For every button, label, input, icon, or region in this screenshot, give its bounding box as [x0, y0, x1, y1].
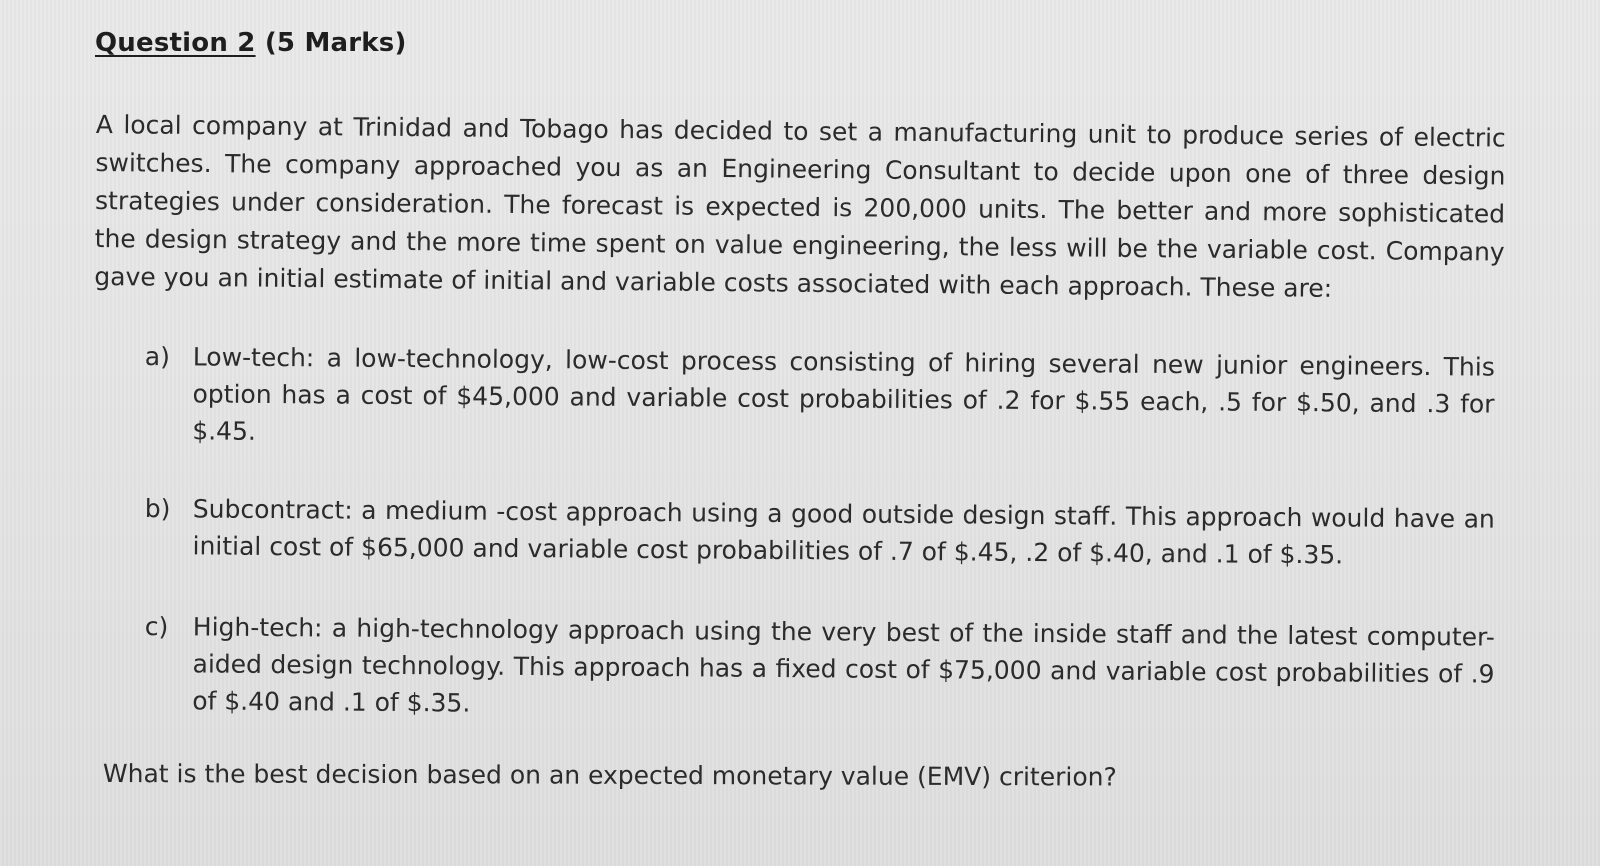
option-marker: b): [144, 493, 171, 524]
option-low-tech: [144, 338, 1495, 460]
question-number: Question 2: [95, 28, 256, 58]
option-text: Low-tech: a low-technology, low-cost process consisting of hiring several new junior engineers. This option has a cost of $45,000 and variable cost probabilities of .2 for $.55 each, .5 for $.50, and .3 for $.45.: [192, 342, 1495, 446]
intro-paragraph: A local company at Trinidad and Tobago has decided to set a manufacturing unit to produce series of electric switches. The company approached you as an Engineering Consultant to decide upon one of three design strategies under consideration. The forecast is expected is 200,000 units. The better and more sophisticated the design strategy and the more time spent on value engineering, the less will be the variable cost. Company gave you an initial estimate of initial and variable costs associated with each approach. These are:: [94, 109, 1506, 303]
option-marker: a): [144, 341, 171, 372]
question-heading: [95, 28, 407, 58]
question-prompt: What is the best decision based on an expected monetary value (EMV) criterion?: [102, 759, 1117, 792]
question-marks: (5 Marks): [264, 28, 407, 58]
option-marker: c): [144, 611, 169, 642]
option-text: High-tech: a high-technology approach using the very best of the inside staff and the latest computer-aided design technology. This approach has a fixed cost of $75,000 and variable cost probabilities of .9 of $.40 and .1 of $.35.: [192, 612, 1495, 718]
option-high-tech: [144, 608, 1495, 730]
option-text: Subcontract: a medium -cost approach using a good outside design staff. This approach would have an initial cost of $65,000 and variable cost probabilities of .7 of $.45, .2 of $.40, and .1 of $.35.: [192, 494, 1495, 570]
option-subcontract: [144, 490, 1495, 575]
